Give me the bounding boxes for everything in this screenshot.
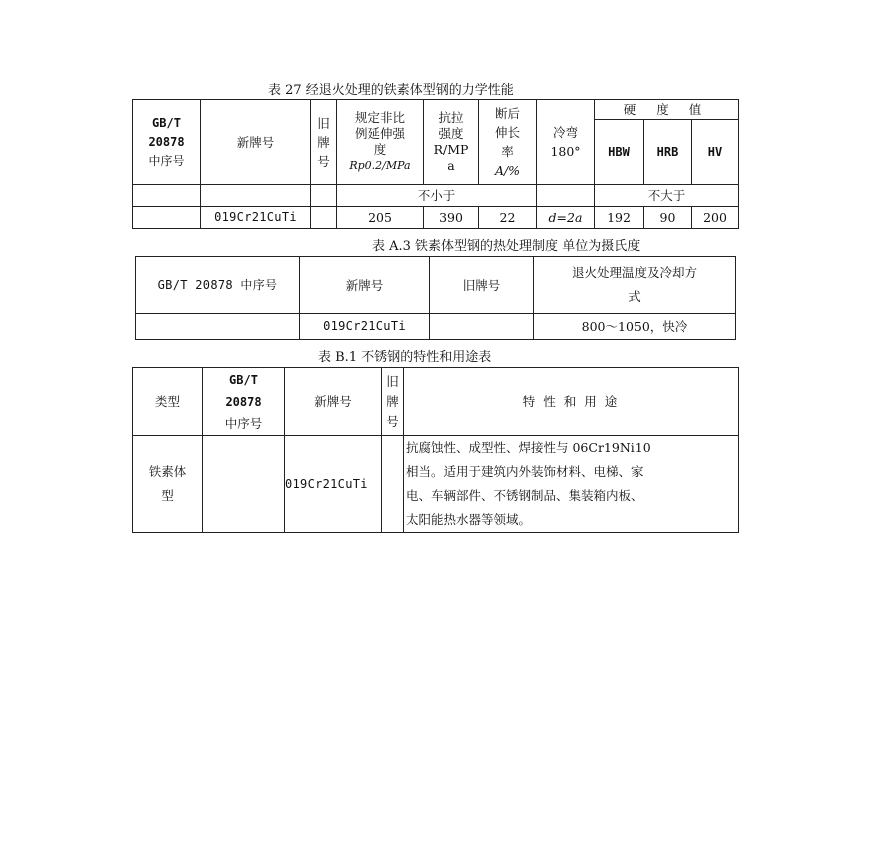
table-27 [132, 99, 739, 229]
cell-old-grade [430, 314, 534, 340]
cell-new-grade: 019Cr21CuTi [285, 436, 382, 533]
cell-gbt [133, 207, 201, 229]
header-gbt-serial: GB/T 20878 中序号 [133, 100, 201, 185]
table-27-caption: 表 27 经退火处理的铁素体型钢的力学性能 [268, 83, 514, 98]
header-gbt-serial: GB/T 20878 中序号 [136, 257, 300, 314]
label-not-more-than: 不大于 [595, 185, 739, 207]
header-tensile-strength: 抗拉 强度 R/MP a [424, 100, 479, 185]
header-hv: HV [692, 120, 739, 185]
header-new-grade: 新牌号 [201, 100, 311, 185]
table-row [133, 436, 739, 533]
header-cold-bend: 冷弯 180° [537, 100, 595, 185]
header-usage: 特 性 和 用 途 [404, 368, 739, 436]
table-row [133, 207, 739, 229]
table-a3-caption: 表 A.3 铁素体型钢的热处理制度 单位为摄氏度 [372, 239, 641, 254]
header-gbt-serial: GB/T 20878 中序号 [203, 368, 285, 436]
cell-new-grade: 019Cr21CuTi [201, 207, 311, 229]
cell-bend: d=2a [537, 207, 595, 229]
table-row [136, 314, 736, 340]
cell-tensile: 390 [424, 207, 479, 229]
table-a3 [135, 256, 736, 340]
cell-elongation: 22 [479, 207, 537, 229]
cell-old-grade [382, 436, 404, 533]
cell-type: 铁素体 型 [133, 436, 203, 533]
header-yield-strength: 规定非比 例延伸强 度 Rp0.2/MPa [337, 100, 424, 185]
table-b1 [132, 367, 739, 533]
header-hbw: HBW [595, 120, 644, 185]
cell-gbt [136, 314, 300, 340]
cell-gbt [203, 436, 285, 533]
cell-anneal-temp: 800～1050，快冷 [534, 314, 736, 340]
cell-hv: 200 [692, 207, 739, 229]
table-b1-caption: 表 B.1 不锈钢的特性和用途表 [318, 350, 492, 365]
cell-usage: 抗腐蚀性、成型性、焊接性与 06Cr19Ni10 相当。适用于建筑内外装饰材料、电梯、家 电、车辆部件、不锈钢制品、集装箱内板、 太阳能热水器等领域。 [404, 436, 739, 533]
cell-old-grade [311, 207, 337, 229]
cell-new-grade: 019Cr21CuTi [300, 314, 430, 340]
header-hardness: 硬 度 值 [595, 100, 739, 120]
header-hrb: HRB [644, 120, 692, 185]
header-old-grade: 旧牌号 [430, 257, 534, 314]
cell-hbw: 192 [595, 207, 644, 229]
header-anneal-temp: 退火处理温度及冷却方 式 [534, 257, 736, 314]
header-new-grade: 新牌号 [285, 368, 382, 436]
cell-hrb: 90 [644, 207, 692, 229]
header-elongation: 断后 伸长 率 A/% [479, 100, 537, 185]
label-not-less-than: 不小于 [337, 185, 537, 207]
header-old-grade: 旧 牌 号 [382, 368, 404, 436]
header-type: 类型 [133, 368, 203, 436]
cell-yield: 205 [337, 207, 424, 229]
header-old-grade: 旧 牌 号 [311, 100, 337, 185]
header-new-grade: 新牌号 [300, 257, 430, 314]
